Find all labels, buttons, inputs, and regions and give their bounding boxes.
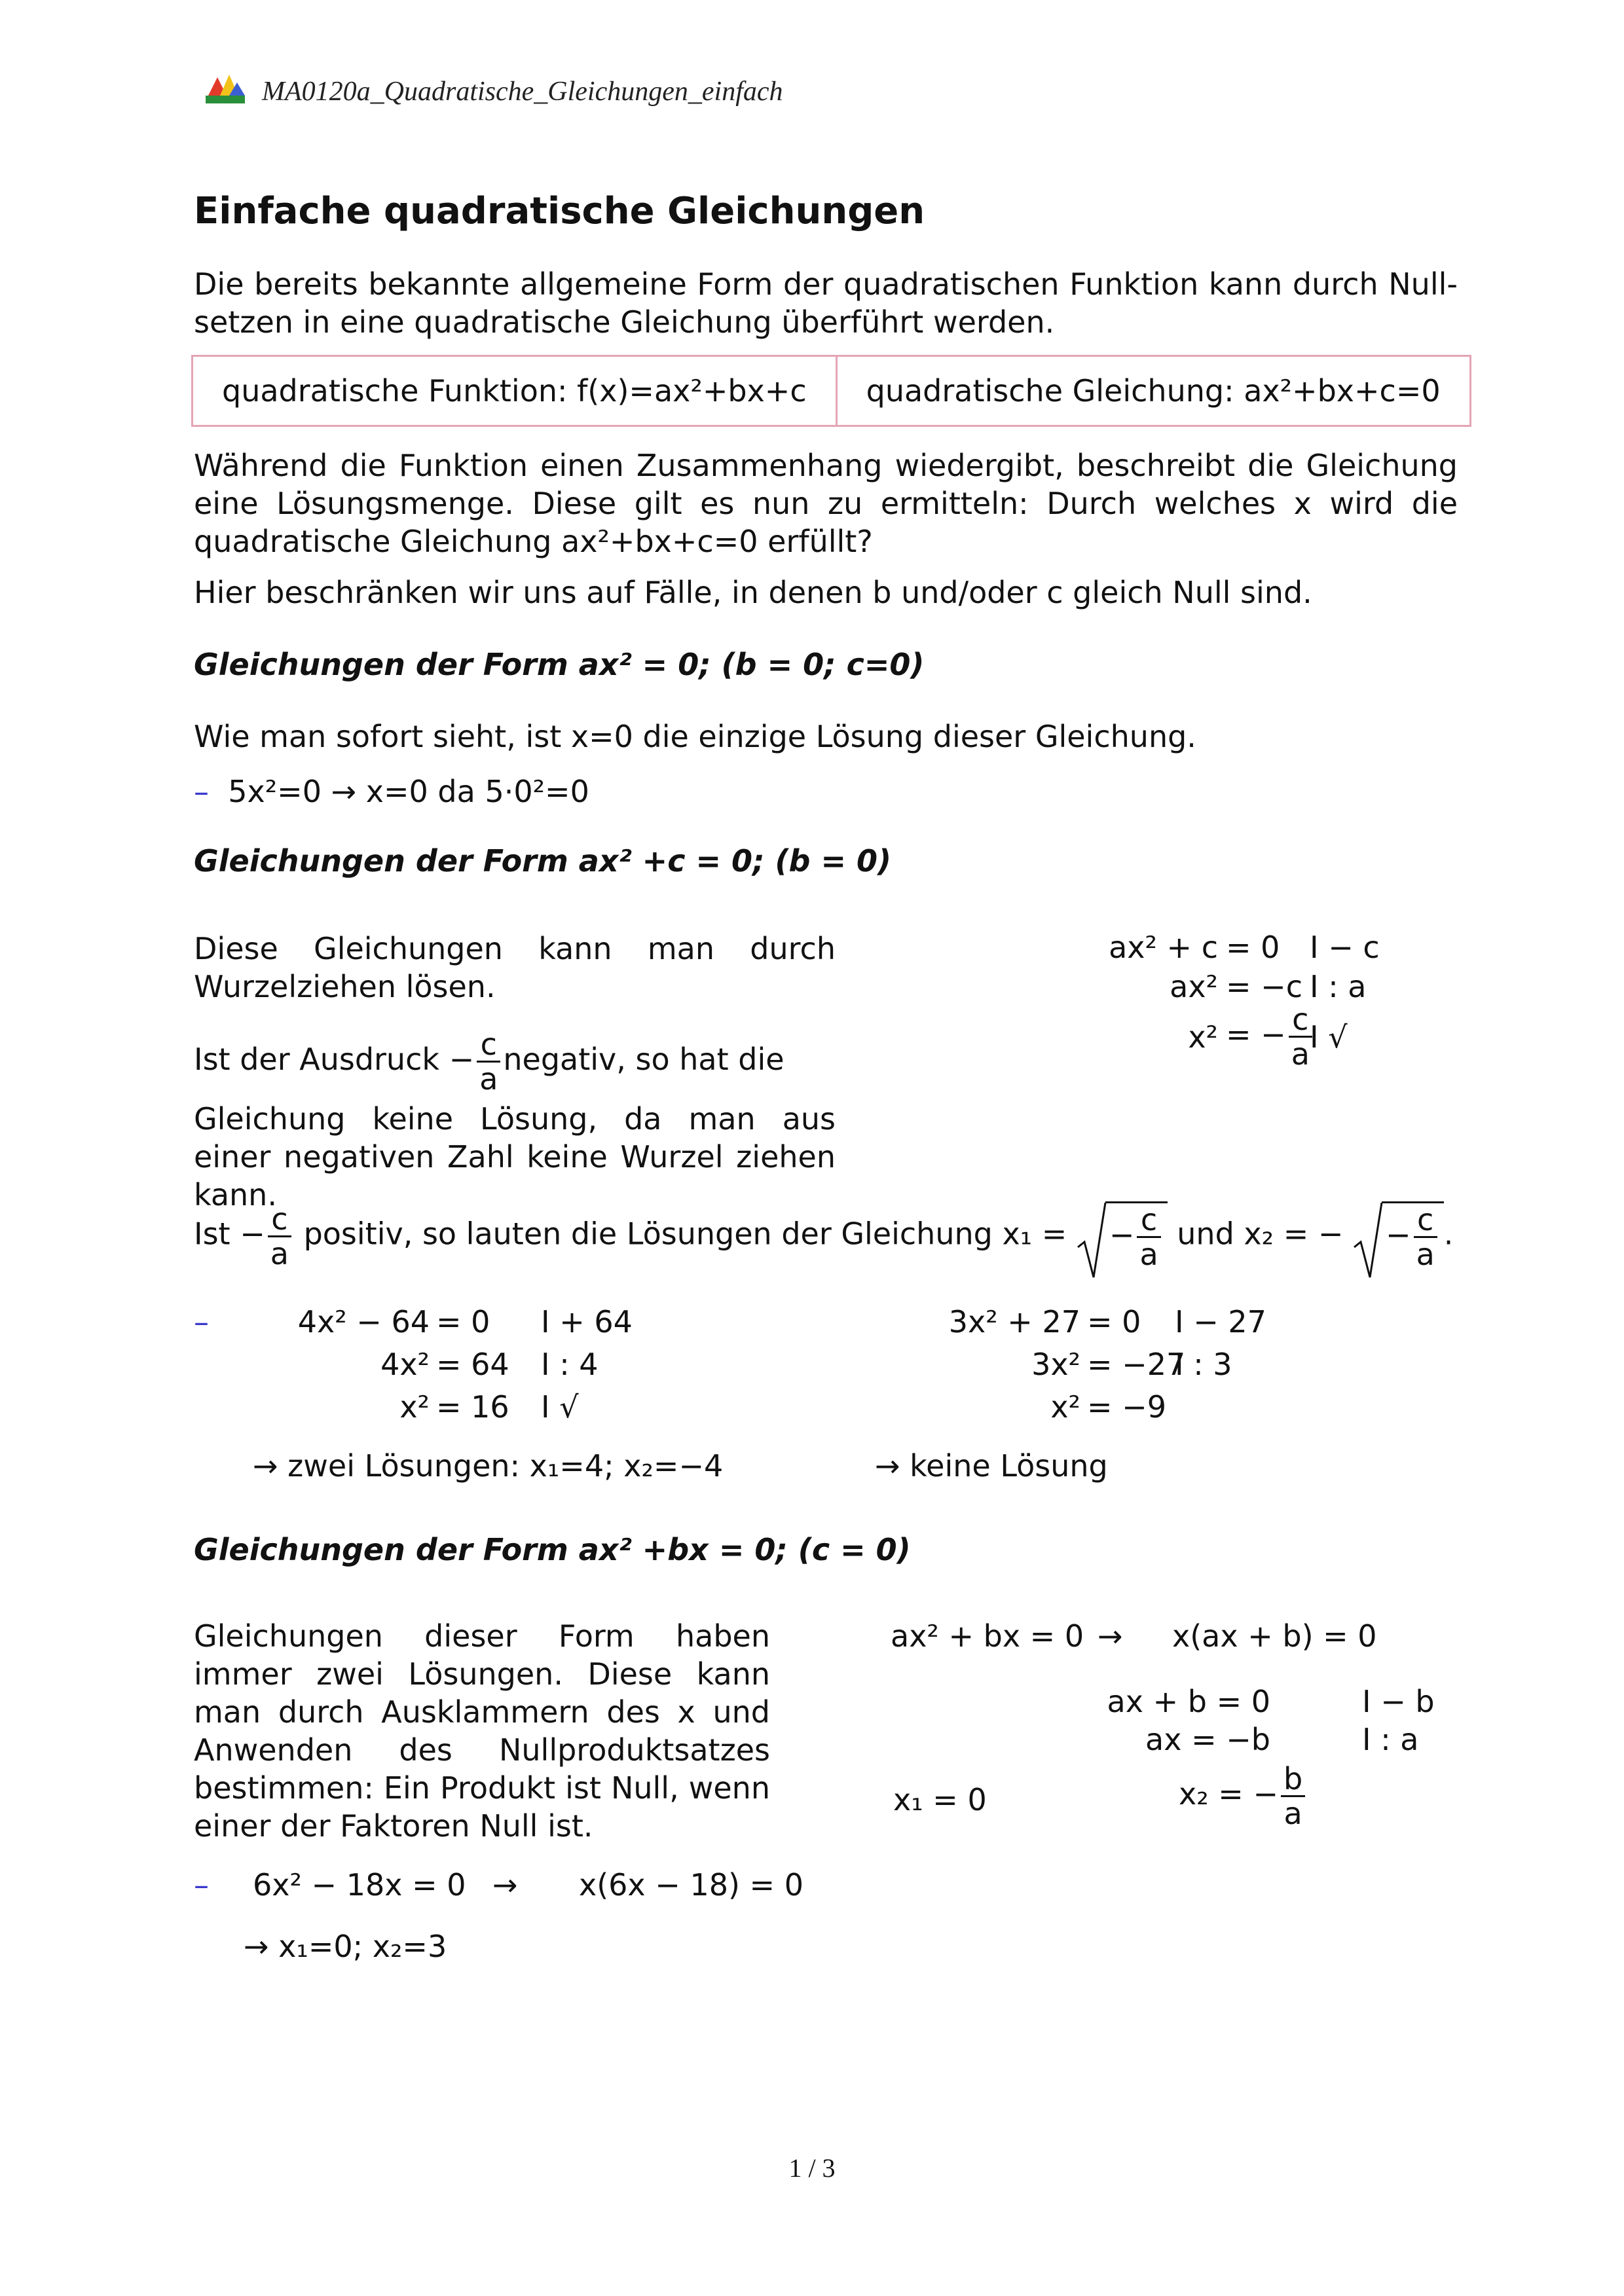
sqrt-neg-c-over-a: − $\frac{c}{a}$ <box>1353 1201 1444 1271</box>
step-lhs: x² <box>1188 1019 1218 1055</box>
step1-op: I − b <box>1362 1684 1435 1719</box>
section-heading-ax2-c: Gleichungen der Form ax² +c = 0; (b = 0) <box>194 843 892 879</box>
example-lhs: 3x² + 27 <box>948 1304 1080 1339</box>
bullet-dash: – <box>194 774 229 809</box>
result-two-solutions: → zwei Lösungen: x₁=4; x₂=−4 <box>253 1448 724 1484</box>
step-rhs: = 0 <box>1226 930 1280 965</box>
solution-x2: x₂ = − $\frac{b}{a}$ <box>1179 1762 1308 1830</box>
intro-paragraph: Die bereits bekannte allgemeine Form der quadratischen Funktion kann durch Null-setzen in eine quadratische Gleichung überführt werden. <box>194 266 1458 340</box>
example3-result: → x₁=0; x₂=3 <box>244 1929 447 1964</box>
solution-line: Ist − $\frac{c}{a}$ positiv, so lauten die Lösungen der Gleichung x₁ = − $\frac{c}{a}$ und x₂ = − − $\frac{c}{a}$ . <box>194 1201 1453 1271</box>
step-lhs: ax² + c <box>1109 930 1218 965</box>
step-rhs: = − $\frac{c}{a}$ <box>1226 1003 1315 1070</box>
step-op: I − c <box>1310 930 1380 965</box>
bullet-dash: – <box>194 1304 209 1339</box>
example-op: I √ <box>541 1389 579 1425</box>
example-rhs: = 64 <box>436 1347 509 1382</box>
section2-text3: Gleichung keine Lösung, da man aus einer negativen Zahl keine Wurzel ziehen kann. <box>194 1101 836 1212</box>
example-rhs: = −27 <box>1087 1347 1186 1382</box>
section2-text2: Ist der Ausdruck − $\frac{c}{a}$ negativ, so hat die <box>194 1027 784 1097</box>
example3-left: 6x² − 18x = 0 <box>253 1867 466 1903</box>
step-op: I √ <box>1310 1019 1348 1055</box>
result-no-solution: → keine Lösung <box>875 1448 1108 1484</box>
step-rhs: = −c <box>1226 969 1302 1004</box>
example-rhs: = 0 <box>436 1304 490 1339</box>
example-op: I : 3 <box>1175 1347 1232 1382</box>
example-rhs: = −9 <box>1087 1389 1166 1425</box>
section1-text: Wie man sofort sieht, ist x=0 die einzige Lösung dieser Gleichung. <box>194 719 1196 754</box>
page-title: Einfache quadratische Gleichungen <box>194 190 925 232</box>
example-lhs: x² <box>1050 1389 1080 1425</box>
section-heading-ax2-bx: Gleichungen der Form ax² +bx = 0; (c = 0) <box>194 1532 911 1567</box>
solution-set-paragraph: Während die Funktion einen Zusammenhang wiedergibt, beschreibt die Gleichung eine Lösungsmenge. Diese gilt es nun zu ermitteln: Durch welches x wird die quadratische Gleichung ax²+bx+c=0 erfüllt? <box>194 448 1458 559</box>
page-number: 1 / 3 <box>788 2153 836 2183</box>
step2-lhs: ax = −b <box>1145 1722 1270 1757</box>
example3-right: x(6x − 18) = 0 <box>579 1867 803 1903</box>
quadratic-function-cell: quadratische Funktion: f(x)=ax²+bx+c <box>193 356 837 426</box>
eq-main-right: x(ax + b) = 0 <box>1172 1618 1377 1654</box>
solution-x1: x₁ = 0 <box>893 1782 987 1817</box>
fraction-c-over-a: $\frac{c}{a}$ <box>477 1028 500 1095</box>
sqrt-neg-c-over-a: − $\frac{c}{a}$ <box>1077 1201 1168 1271</box>
eq-main-arrow: → <box>1098 1618 1123 1654</box>
scope-paragraph: Hier beschränken wir uns auf Fälle, in denen b und/oder c gleich Null sind. <box>194 575 1312 610</box>
logo-icon <box>204 72 246 105</box>
bullet-dash: – <box>194 1867 209 1903</box>
document-id: MA0120a_Quadratische_Gleichungen_einfach <box>262 77 783 107</box>
fraction-c-over-a: $\frac{c}{a}$ <box>1289 1003 1312 1070</box>
step2-op: I : a <box>1362 1722 1419 1757</box>
step-op: I : a <box>1310 969 1367 1004</box>
section-heading-ax2: Gleichungen der Form ax² = 0; (b = 0; c=0) <box>194 647 925 682</box>
section2-text1: Diese Gleichungen kann man durch Wurzelziehen lösen. <box>194 931 836 1004</box>
example-op: I : 4 <box>541 1347 599 1382</box>
example-lhs: 3x² <box>1031 1347 1080 1382</box>
step1-lhs: ax + b = 0 <box>1107 1684 1270 1719</box>
example-rhs: = 0 <box>1087 1304 1141 1339</box>
example-lhs: 4x² <box>380 1347 430 1382</box>
example3-arrow: → <box>492 1867 518 1903</box>
quadratic-equation-cell: quadratische Gleichung: ax²+bx+c=0 <box>836 356 1470 426</box>
eq-main-left: ax² + bx = 0 <box>891 1618 1084 1654</box>
section3-text: Gleichungen dieser Form haben immer zwei Lösungen. Diese kann man durch Ausklammern des x und Anwenden des Nullproduktsatzes bestimmen: Ein Produkt ist Null, wenn einer der Faktoren Null ist. <box>194 1618 770 1844</box>
section1-example: – 5x²=0 → x=0 da 5·0²=0 <box>194 774 589 809</box>
example-rhs: = 16 <box>436 1389 509 1425</box>
example-lhs: 4x² − 64 <box>297 1304 430 1339</box>
fraction-b-over-a: $\frac{b}{a}$ <box>1281 1762 1305 1830</box>
example-lhs: x² <box>399 1389 430 1425</box>
fraction-c-over-a: $\frac{c}{a}$ <box>268 1203 291 1270</box>
example-op: I + 64 <box>541 1304 633 1339</box>
example-op: I − 27 <box>1175 1304 1266 1339</box>
form-table <box>191 355 1471 427</box>
step-lhs: ax² <box>1170 969 1218 1004</box>
